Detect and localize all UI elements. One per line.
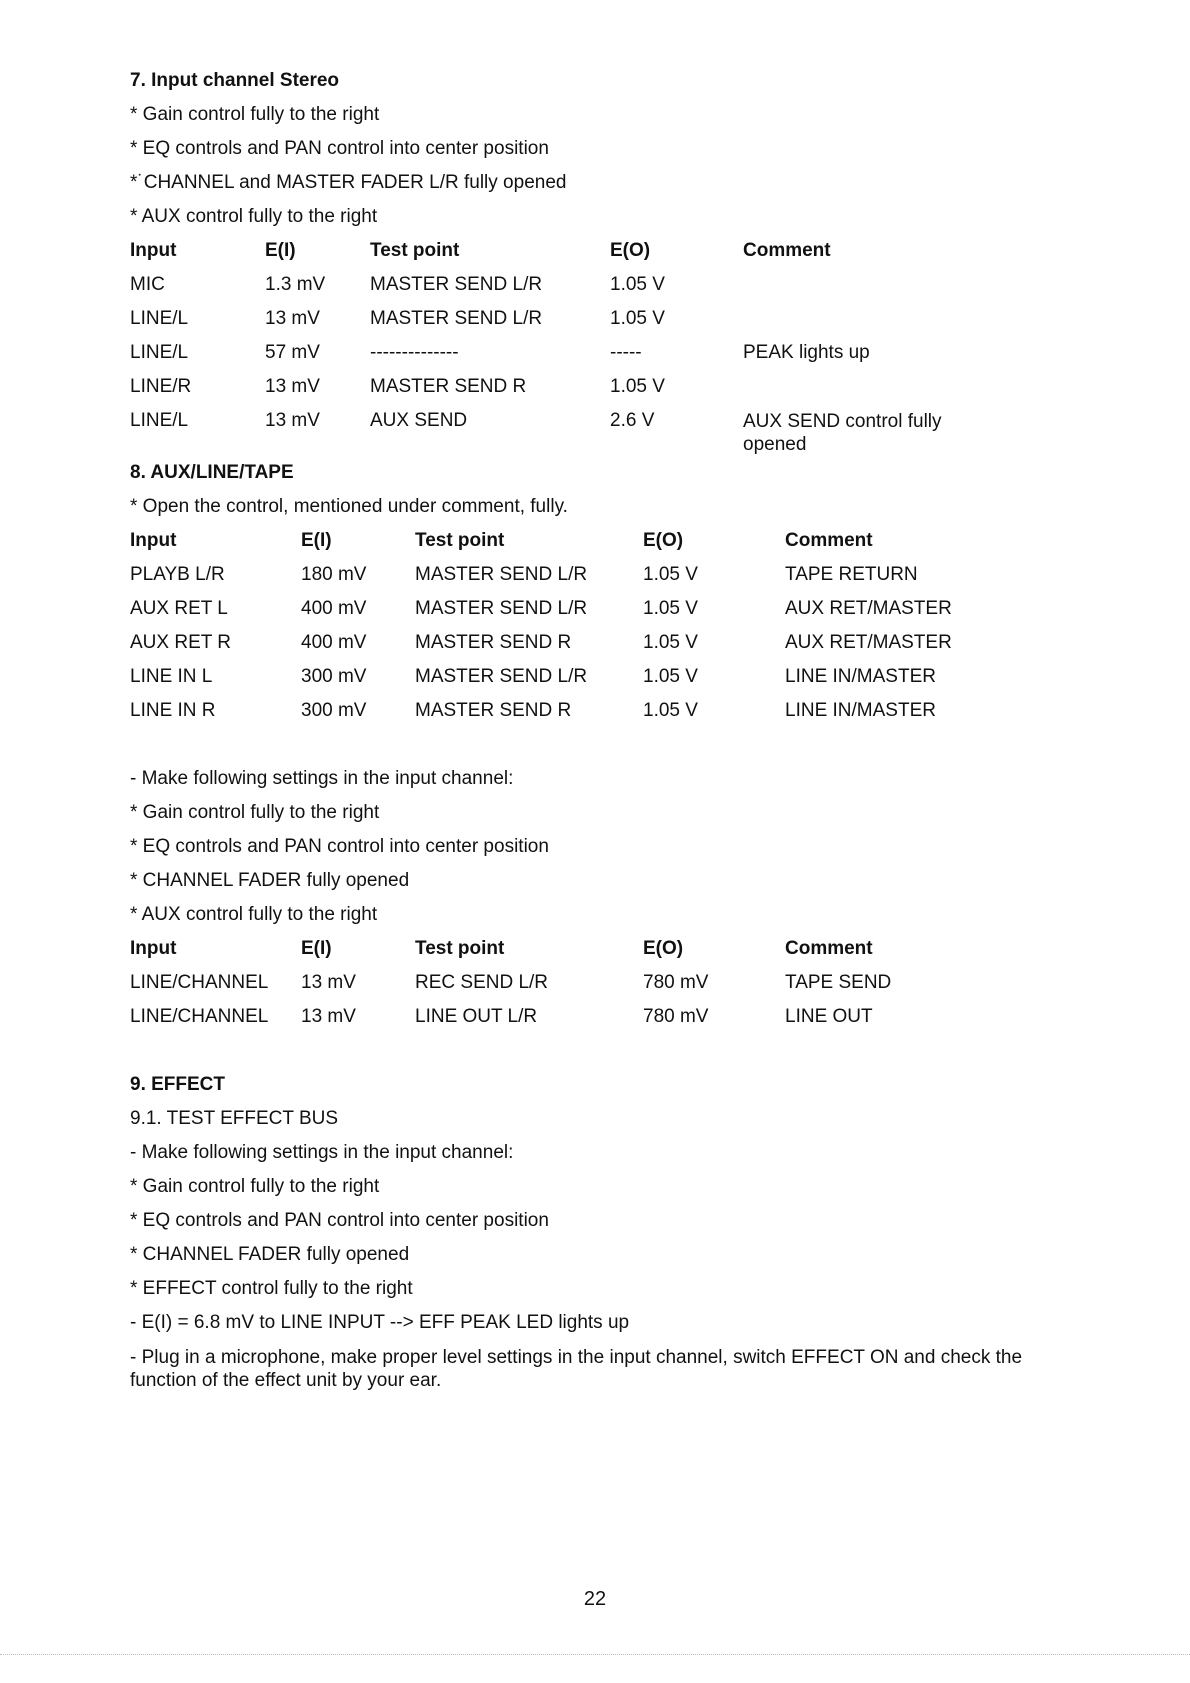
cell-comment: PEAK lights up [743, 342, 870, 363]
s8-test-table-1 [130, 524, 1045, 728]
cell-eo: 1.05 V [643, 700, 698, 721]
cell-input: LINE/L [130, 308, 189, 329]
cell-comment: TAPE SEND [785, 972, 892, 993]
table-row [130, 694, 1045, 728]
cell-test-point: MASTER SEND L/R [370, 274, 543, 295]
s7-bullet-2: * EQ controls and PAN control into center position [130, 138, 549, 159]
cell-ei: 57 mV [265, 342, 320, 363]
s9-bullet-2: * EQ controls and PAN control into center position [130, 1210, 549, 1231]
cell-input: MIC [130, 274, 165, 295]
cell-eo: 1.05 V [610, 274, 665, 295]
cell-ei: 13 mV [265, 308, 320, 329]
col-header-ei: E(I) [301, 530, 332, 551]
cell-comment: TAPE RETURN [785, 564, 918, 585]
table-row [130, 1000, 1045, 1034]
s9-bullet-3: * CHANNEL FADER fully opened [130, 1244, 410, 1265]
cell-ei: 400 mV [301, 632, 367, 653]
cell-input: LINE/CHANNEL [130, 1006, 269, 1027]
s9-bullet-4: * EFFECT control fully to the right [130, 1278, 413, 1299]
col-header-ei: E(I) [301, 938, 332, 959]
cell-comment [743, 302, 1003, 336]
table-row [130, 302, 1003, 336]
section-9-heading: 9. EFFECT [130, 1074, 226, 1095]
cell-test-point: MASTER SEND R [415, 632, 572, 653]
cell-ei: 300 mV [301, 666, 367, 687]
cell-test-point: LINE OUT L/R [415, 1006, 538, 1027]
cell-test-point: -------------- [370, 342, 459, 363]
cell-test-point: AUX SEND [370, 410, 468, 431]
table-header-row [130, 932, 1045, 966]
cell-eo: 1.05 V [643, 632, 698, 653]
spacer [130, 728, 1090, 762]
col-header-test-point: Test point [370, 240, 460, 261]
table-row [130, 592, 1045, 626]
cell-input: AUX RET R [130, 632, 232, 653]
cell-test-point: MASTER SEND L/R [370, 308, 543, 329]
table-row [130, 660, 1045, 694]
s9-intro: - Make following settings in the input channel: [130, 1142, 514, 1163]
cell-comment: LINE IN/MASTER [785, 666, 936, 687]
col-header-comment: Comment [785, 938, 873, 959]
cell-ei: 400 mV [301, 598, 367, 619]
col-header-input: Input [130, 240, 177, 261]
s7-bullet-4: * AUX control fully to the right [130, 206, 378, 227]
cell-ei: 13 mV [301, 1006, 356, 1027]
col-header-test-point: Test point [415, 530, 505, 551]
cell-test-point: MASTER SEND R [370, 376, 527, 397]
col-header-comment: Comment [785, 530, 873, 551]
cell-eo: 1.05 V [643, 564, 698, 585]
cell-test-point: MASTER SEND L/R [415, 666, 588, 687]
s8-bullet-4: * AUX control fully to the right [130, 904, 378, 925]
col-header-input: Input [130, 938, 177, 959]
s8-note: * Open the control, mentioned under comment, fully. [130, 496, 568, 517]
cell-input: LINE/R [130, 376, 192, 397]
col-header-comment: Comment [743, 240, 831, 261]
cell-input: LINE/CHANNEL [130, 972, 269, 993]
section-8-heading: 8. AUX/LINE/TAPE [130, 462, 294, 483]
cell-eo: 1.05 V [643, 598, 698, 619]
s9-plug-line: - Plug in a microphone, make proper level settings in the input channel, switch EFFECT ON and check the function of the effect unit by your ear. [130, 1347, 1023, 1391]
cell-eo: 780 mV [643, 1006, 709, 1027]
cell-ei: 300 mV [301, 700, 367, 721]
cell-ei: 13 mV [265, 410, 320, 431]
s8-bullet-1: * Gain control fully to the right [130, 802, 380, 823]
cell-input: LINE/L [130, 410, 189, 431]
cell-comment [743, 370, 1003, 404]
footer-divider [0, 1654, 1190, 1655]
cell-comment [743, 268, 1003, 302]
cell-input: LINE/L [130, 342, 189, 363]
table-row [130, 268, 1003, 302]
cell-eo: 2.6 V [610, 410, 655, 431]
table-row [130, 626, 1045, 660]
table-row [130, 558, 1045, 592]
cell-eo: 1.05 V [643, 666, 698, 687]
col-header-eo: E(O) [610, 240, 651, 261]
cell-input: LINE IN R [130, 700, 216, 721]
cell-test-point: MASTER SEND L/R [415, 598, 588, 619]
table-row [130, 336, 1003, 370]
cell-comment: AUX RET/MASTER [785, 598, 952, 619]
cell-eo: 1.05 V [610, 376, 665, 397]
cell-input: LINE IN L [130, 666, 213, 687]
table-header-row [130, 234, 1003, 268]
col-header-eo: E(O) [643, 938, 684, 959]
document-page [130, 64, 1090, 1392]
s9-subheading: 9.1. TEST EFFECT BUS [130, 1108, 339, 1129]
spacer [130, 1034, 1090, 1068]
cell-eo: ----- [610, 342, 642, 363]
cell-test-point: MASTER SEND L/R [415, 564, 588, 585]
cell-ei: 180 mV [301, 564, 367, 585]
s7-bullet-3: *˙CHANNEL and MASTER FADER L/R fully opened [130, 172, 567, 193]
s9-ei-line: - E(I) = 6.8 mV to LINE INPUT --> EFF PEAK LED lights up [130, 1312, 630, 1333]
cell-comment: AUX RET/MASTER [785, 632, 952, 653]
cell-comment: LINE IN/MASTER [785, 700, 936, 721]
s8-bullet-3: * CHANNEL FADER fully opened [130, 870, 410, 891]
cell-eo: 780 mV [643, 972, 709, 993]
cell-comment: LINE OUT [785, 1006, 873, 1027]
table-row [130, 966, 1045, 1000]
cell-eo: 1.05 V [610, 308, 665, 329]
s7-bullet-1: * Gain control fully to the right [130, 104, 380, 125]
cell-test-point: MASTER SEND R [415, 700, 572, 721]
table-row [130, 370, 1003, 404]
s8-intro: - Make following settings in the input channel: [130, 768, 514, 789]
s9-bullet-1: * Gain control fully to the right [130, 1176, 380, 1197]
page-number: 22 [583, 1588, 607, 1610]
col-header-ei: E(I) [265, 240, 296, 261]
cell-test-point: REC SEND L/R [415, 972, 549, 993]
s8-bullet-2: * EQ controls and PAN control into center position [130, 836, 549, 857]
cell-ei: 1.3 mV [265, 274, 326, 295]
cell-input: AUX RET L [130, 598, 228, 619]
col-header-input: Input [130, 530, 177, 551]
col-header-test-point: Test point [415, 938, 505, 959]
table-row [130, 404, 1003, 456]
cell-ei: 13 mV [265, 376, 320, 397]
s7-test-table [130, 234, 1003, 456]
cell-comment: AUX SEND control fully opened [743, 411, 942, 455]
cell-input: PLAYB L/R [130, 564, 225, 585]
cell-ei: 13 mV [301, 972, 356, 993]
col-header-eo: E(O) [643, 530, 684, 551]
section-7-heading: 7. Input channel Stereo [130, 70, 340, 91]
s8-test-table-2 [130, 932, 1045, 1034]
table-header-row [130, 524, 1045, 558]
